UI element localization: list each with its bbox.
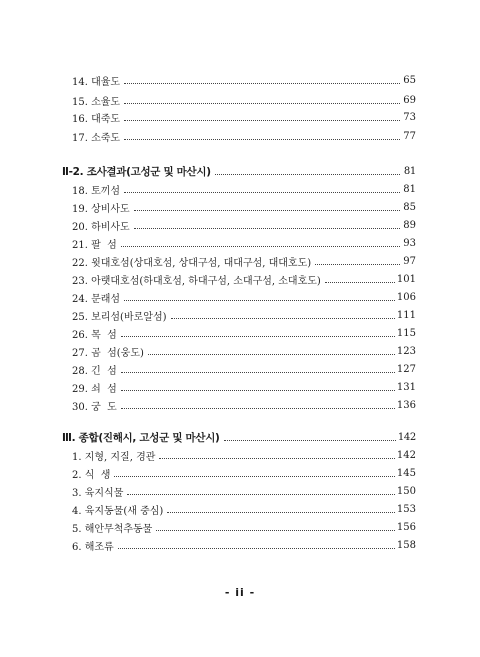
toc-entry-label: 23. 아랫대호섬(하대호섬, 하대구섬, 소대구섬, 소대호도) (72, 275, 321, 287)
toc-entry (72, 234, 416, 252)
toc-entry-label: 19. 상비사도 (72, 203, 130, 215)
toc-entry-page: 111 (396, 309, 416, 321)
toc-entry (72, 360, 416, 378)
toc-entry-page: 123 (396, 345, 416, 357)
toc-entry (72, 252, 416, 270)
toc-leader-dots (167, 511, 395, 513)
toc-entry-page: 73 (403, 111, 416, 123)
toc-leader-dots (159, 457, 395, 459)
toc-entry-page: 89 (403, 219, 416, 231)
toc-leader-dots (124, 102, 400, 104)
toc-entry-label: 14. 대율도 (72, 76, 121, 88)
toc-entry-page: 142 (396, 449, 416, 461)
toc-leader-dots (121, 407, 395, 409)
toc-leader-dots (124, 138, 400, 140)
toc-leader-dots (121, 371, 395, 373)
toc-leader-dots (148, 353, 395, 355)
toc-entry-label: 30. 궁 도 (72, 401, 117, 413)
toc-entry-label: 6. 해조류 (72, 541, 114, 553)
page-number-footer: - ii - (224, 586, 256, 599)
toc-heading-page: 142 (397, 431, 416, 443)
toc-entry (72, 536, 416, 554)
toc-entry (72, 518, 416, 536)
toc-entry-label: 17. 소죽도 (72, 132, 121, 144)
toc-entry (72, 91, 416, 109)
toc-leader-dots (156, 529, 395, 531)
toc-entry (72, 464, 416, 482)
toc-leader-dots (124, 119, 400, 121)
toc-entry-label: 24. 문래섬 (72, 293, 121, 305)
toc-leader-dots (118, 547, 395, 549)
toc-entry-label: 18. 토끼섬 (72, 185, 121, 197)
toc-leader-dots (134, 209, 400, 211)
toc-leader-dots (124, 191, 400, 193)
toc-entry-page: 97 (403, 255, 416, 267)
toc-entry-page: 136 (396, 399, 416, 411)
toc-entry-page: 65 (403, 74, 416, 86)
toc-entry-page: 158 (396, 539, 416, 551)
toc-entry-label: 20. 하비사도 (72, 221, 130, 233)
toc-entry (72, 270, 416, 288)
toc-entry (72, 180, 416, 198)
toc-entry-page: 85 (403, 201, 416, 213)
toc-heading-page: 81 (403, 165, 416, 177)
toc-leader-dots (124, 82, 400, 84)
toc-entry-page: 150 (396, 485, 416, 497)
toc-entry-page: 156 (396, 521, 416, 533)
toc-entry (72, 306, 416, 324)
toc-entry-page: 153 (396, 503, 416, 515)
toc-entry-page: 131 (396, 381, 416, 393)
toc-entry (72, 482, 416, 500)
toc-section-heading (62, 162, 416, 180)
toc-entry (72, 446, 416, 464)
toc-entry-label: 1. 지형, 지질, 경관 (72, 451, 156, 463)
toc-leader-dots (127, 493, 395, 495)
toc-leader-dots (325, 281, 395, 283)
toc-leader-dots (114, 475, 395, 477)
toc-entry-page: 115 (396, 327, 416, 339)
toc-entry-label: 2. 식 생 (72, 469, 111, 481)
toc-entry-label: 25. 보리섬(바로알섬) (72, 311, 167, 323)
toc-entry-label: 22. 윗대호섬(상대호섬, 상대구섬, 대대구섬, 대대호도) (72, 257, 312, 269)
toc-entry (72, 324, 416, 342)
toc-entry (72, 71, 416, 89)
toc-leader-dots (171, 317, 395, 319)
toc-entry-page: 101 (396, 273, 416, 285)
toc-leader-dots (121, 389, 395, 391)
toc-leader-dots (121, 245, 400, 247)
toc-entry-label: 21. 팔 섬 (72, 239, 117, 251)
toc-leader-dots (315, 263, 400, 265)
toc-entry-label: 5. 해안무척추동물 (72, 523, 153, 535)
toc-entry (72, 108, 416, 126)
toc-entry-page: 77 (403, 130, 416, 142)
toc-leader-dots (121, 335, 395, 337)
toc-entry-page: 145 (396, 467, 416, 479)
toc-entry-label: 15. 소율도 (72, 96, 121, 108)
toc-entry-label: 27. 곰 섬(웅도) (72, 347, 144, 359)
toc-entry-label: 28. 긴 섬 (72, 365, 117, 377)
toc-entry-page: 69 (403, 94, 416, 106)
toc-entry (72, 378, 416, 396)
toc-entry-label: 26. 목 섬 (72, 329, 117, 341)
toc-entry (72, 288, 416, 306)
toc-heading-label: Ⅱ-2. 조사결과(고성군 및 마산시) (62, 165, 211, 178)
toc-leader-dots (134, 227, 400, 229)
toc-section-heading (62, 428, 416, 446)
toc-entry-page: 127 (396, 363, 416, 375)
toc-entry-label: 3. 육지식물 (72, 487, 124, 499)
toc-entry-label: 16. 대죽도 (72, 113, 121, 125)
toc-entry-page: 81 (403, 183, 416, 195)
toc-entry (72, 127, 416, 145)
toc-entry (72, 500, 416, 518)
toc-entry (72, 198, 416, 216)
toc-entry (72, 396, 416, 414)
toc-heading-label: Ⅲ. 종합(진해시, 고성군 및 마산시) (62, 431, 220, 444)
toc-leader-dots (124, 299, 395, 301)
toc-entry (72, 216, 416, 234)
toc-leader-dots (215, 173, 400, 175)
toc-entry-page: 93 (403, 237, 416, 249)
toc-entry-page: 106 (396, 291, 416, 303)
toc-entry-label: 29. 쇠 섬 (72, 383, 117, 395)
toc-leader-dots (224, 439, 396, 441)
toc-entry (72, 342, 416, 360)
toc-entry-label: 4. 육지동물(새 중심) (72, 505, 164, 517)
